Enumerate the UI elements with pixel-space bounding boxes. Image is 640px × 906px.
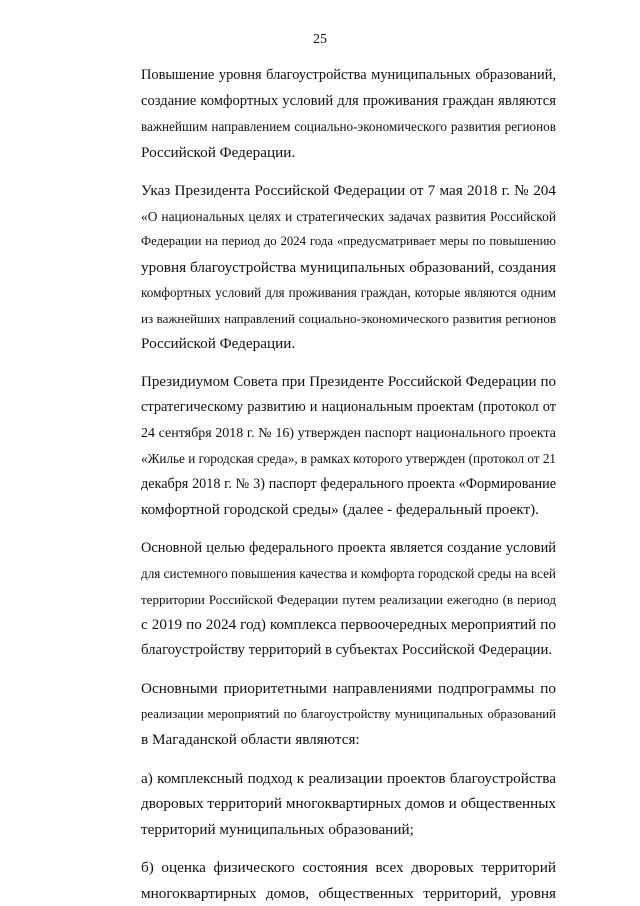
text-line: Президиумом Совета при Президенте Российской Федерации по [93, 370, 556, 396]
paragraph-presidium [93, 370, 556, 523]
text-line: территории Российской Федерации путем реализации ежегодно (в период [93, 587, 556, 613]
text-line: с 2019 по 2024 год) комплекса первоочередных мероприятий по [93, 612, 556, 638]
text-line: благоустройству территорий в субъектах Российской Федерации. [93, 638, 556, 664]
text-line: «О национальных целях и стратегических задачах развития Российской [93, 204, 556, 230]
text-line: для системного повышения качества и комфорта городской среды на всей [93, 561, 556, 587]
page-number: 25 [0, 32, 640, 48]
text-line: комфортной городской среды» (далее - федеральный проект). [93, 497, 556, 523]
text-line: Основной целью федерального проекта является создание условий [93, 536, 556, 562]
paragraph-decree [93, 178, 556, 357]
text-line: комфортных условий для проживания граждан, которые являются одним [93, 280, 556, 306]
list-item-a [93, 766, 556, 843]
text-line: Федерации на период до 2024 года «предусматривает меры по повышению [93, 229, 556, 255]
text-line: декабря 2018 г. № 3) паспорт федерального проекта «Формирование [93, 472, 556, 498]
text-line: б) оценка физического состояния всех дворовых территорий [93, 855, 556, 881]
text-line: многоквартирных домов, общественных территорий, уровня [93, 881, 556, 906]
body-text [93, 63, 556, 906]
text-line: Российской Федерации. [93, 331, 556, 357]
text-line: Российской Федерации. [93, 140, 556, 166]
text-line: важнейшим направлением социально-экономического развития регионов [93, 114, 556, 140]
text-line: создание комфортных условий для проживания граждан являются [93, 89, 556, 115]
text-line: уровня благоустройства муниципальных образований, создания [93, 255, 556, 281]
text-line: в Магаданской области являются: [93, 727, 556, 753]
text-line: из важнейших направлений социально-экономического развития регионов [93, 306, 556, 332]
text-line: Повышение уровня благоустройства муниципальных образований, [93, 63, 556, 89]
text-line: «Жилье и городская среда», в рамках которого утвержден (протокол от 21 [93, 446, 556, 472]
text-line: 24 сентября 2018 г. № 16) утвержден паспорт национального проекта [93, 421, 556, 447]
paragraph-intro [93, 63, 556, 165]
paragraph-goal [93, 536, 556, 664]
text-line: дворовых территорий многоквартирных домов и общественных [93, 791, 556, 817]
text-line: реализации мероприятий по благоустройству муниципальных образований [93, 702, 556, 728]
text-line: а) комплексный подход к реализации проектов благоустройства [93, 766, 556, 792]
list-item-b [93, 855, 556, 906]
paragraph-priorities [93, 676, 556, 753]
text-line: Указ Президента Российской Федерации от 7 мая 2018 г. № 204 [93, 178, 556, 204]
text-line: стратегическому развитию и национальным проектам (протокол от [93, 395, 556, 421]
text-line: Основными приоритетными направлениями подпрограммы по [93, 676, 556, 702]
text-line: территорий муниципальных образований; [93, 817, 556, 843]
